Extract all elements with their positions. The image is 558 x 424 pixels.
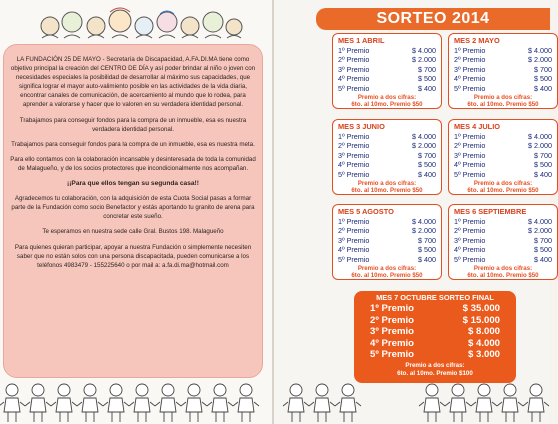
prize-row: 2º Premio $ 2.000 [454,55,552,64]
prize-row: 4º Premio $ 500 [454,160,552,169]
final-prize-row: 1º Premio $ 35.000 [370,303,500,314]
final-draw-title: MES 7 OCTUBRE SORTEO FINAL [376,293,494,302]
prize-row: 1º Premio $ 4.000 [338,216,436,226]
final-prize-row: 3º Premio $ 8.000 [370,326,500,338]
prize-row: 2º Premio $ 2.000 [454,226,552,235]
prize-row: 1º Premio $ 4.000 [454,131,552,141]
prize-row: 2º Premio $ 2.000 [338,55,436,64]
intro-paragraph: LA FUNDACIÓN 25 DE MAYO - Secretaría de Discapacidad, A.FA.DI.MA tiene como objetivo principal la creación del CENTRO DE DÍA y así poder brindar al niño o joven con necesidades especiales la posibilidad de desarrollar al máximo sus capacidades, que significa lograr el mayor auto-valimiento posible en las actividades de la vida diaria, encontrar canales de comunicación, de acercamiento al mundo que lo rodea, para aprender a valorarse y hacer que lo valoren en su verdadera identidad personal. [10,56,256,109]
prize-row: 3º Premio $ 700 [454,150,552,160]
raffle-title: SORTEO 2014 [316,8,550,30]
prize-row: 3º Premio $ 700 [454,235,552,245]
contact-paragraph: Para quienes quieran participar, apoyar a nuestra Fundación o simplemente necesiten saber que no están solos con una persona discapacitada, pueden comunicarse a los teléfonos 4983479 - 155225640 o por mail a: a.fa.di.ma@hotmail.com [14,243,252,269]
prize-row: 1º Premio $ 4.000 [454,216,552,226]
two-digit-prize-note: Premio a dos cifras: 6to. al 10mo. Premio $50 [467,265,539,280]
prize-row: 2º Premio $ 2.000 [338,226,436,235]
month-name: MES 2 MAYO [454,36,500,45]
prize-row: 4º Premio $ 500 [338,160,436,169]
final-two-digit-note: Premio a dos cifras: 6to. al 10mo. Premio $100 [397,361,473,377]
prize-row: 1º Premio $ 4.000 [454,45,552,55]
final-prize-row: 4º Premio $ 4.000 [370,337,500,349]
prize-row: 1º Premio $ 4.000 [338,45,436,55]
month-box-2 [448,33,558,109]
prize-row: 4º Premio $ 500 [338,74,436,83]
thanks-paragraph: Agradecemos tu colaboración, con la adquisición de esta Cuota Social pasas a formar parte de la Fundación como socio Benefactor y estás aportando tu granito de arena para concretar este sueño. [11,195,255,221]
prize-row: 3º Premio $ 700 [338,235,436,245]
slogan: ¡¡Para que ellos tengan su segunda casa!! [67,180,199,188]
month-name: MES 6 SEPTIEMBRE [454,207,527,216]
two-digit-prize-note: Premio a dos cifras: 6to. al 10mo. Premio $50 [467,94,539,109]
month-name: MES 4 JULIO [454,122,500,131]
prize-row: 5º Premio $ 400 [454,169,552,179]
month-name: MES 1 ABRIL [338,36,385,45]
community-paragraph: Para ello contamos con la colaboración incansable y desinteresada de toda la comunidad de Malagueño, y de los socios protectores que incondicionalmente nos acompañan. [10,155,256,172]
prize-row: 5º Premio $ 400 [338,83,436,93]
children-illustration [20,2,255,42]
two-digit-prize-note: Premio a dos cifras: 6to. al 10mo. Premio $50 [351,265,423,280]
prize-row: 4º Premio $ 500 [454,74,552,83]
prize-row: 4º Premio $ 500 [454,245,552,254]
two-digit-prize-note: Premio a dos cifras: 6to. al 10mo. Premio $50 [351,180,423,195]
prize-row: 5º Premio $ 400 [454,83,552,93]
prize-row: 3º Premio $ 700 [338,150,436,160]
foundation-text-panel [3,44,263,378]
two-digit-prize-note: Premio a dos cifras: 6to. al 10mo. Premio $50 [351,94,423,109]
prize-row: 2º Premio $ 2.000 [338,141,436,150]
prize-row: 2º Premio $ 2.000 [454,141,552,150]
month-box-4 [448,119,558,195]
goal-paragraph-2: Trabajamos para conseguir fondos para la compra de un inmueble, esa es nuestra meta. [11,140,255,148]
prize-row: 1º Premio $ 4.000 [338,131,436,141]
prize-row: 5º Premio $ 400 [338,254,436,264]
children-border-illustration [0,378,550,424]
prize-row: 3º Premio $ 700 [454,64,552,74]
final-prize-row: 5º Premio $ 3.000 [370,349,500,361]
month-box-5 [332,204,442,280]
prize-row: 4º Premio $ 500 [338,245,436,254]
month-name: MES 5 AGOSTO [338,207,394,216]
month-box-6 [448,204,558,280]
month-box-3 [332,119,442,195]
left-page [0,0,272,424]
month-name: MES 3 JUNIO [338,122,385,131]
prize-row: 5º Premio $ 400 [454,254,552,264]
prize-row: 3º Premio $ 700 [338,64,436,74]
goal-paragraph-1: Trabajamos para conseguir fondos para la compra de un inmueble, esa es nuestra verdadera identidad personal. [19,116,247,133]
prize-row: 5º Premio $ 400 [338,169,436,179]
final-draw-box [354,291,516,383]
address-paragraph: Te esperamos en nuestra sede calle Gral. Bustos 198. Malagueño [42,228,224,236]
two-digit-prize-note: Premio a dos cifras: 6to. al 10mo. Premio $50 [467,180,539,195]
final-prize-row: 2º Premio $ 15.000 [370,314,500,326]
month-box-1 [332,33,442,109]
